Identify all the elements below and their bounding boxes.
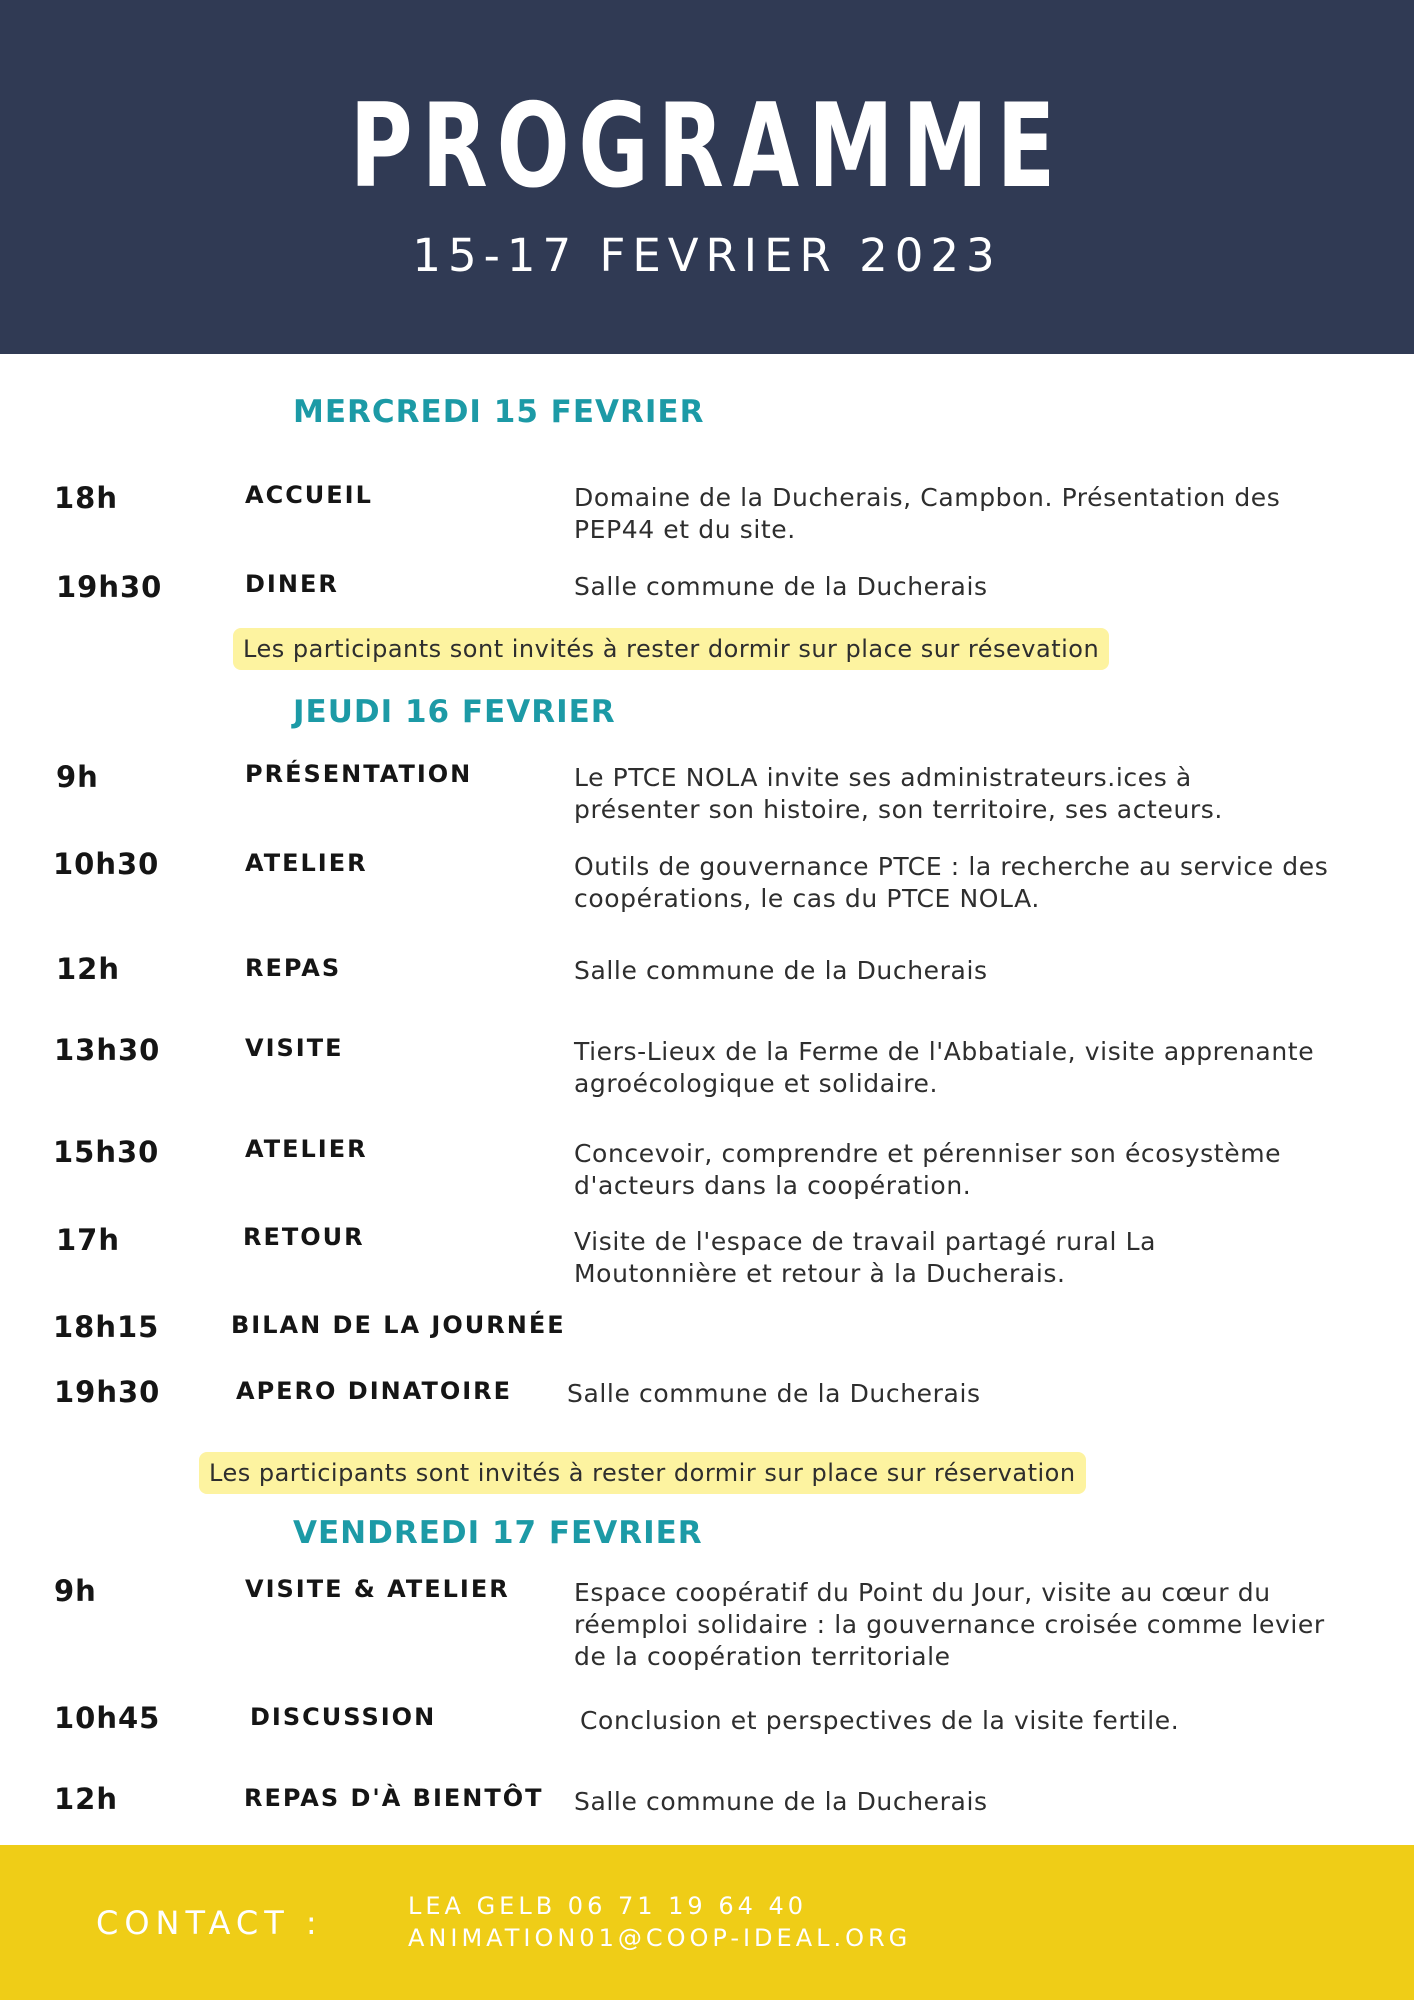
event-time: 13h30: [54, 1033, 161, 1067]
event-time: 12h: [54, 1782, 119, 1816]
contact-label: CONTACT :: [96, 1904, 323, 1942]
event-activity: APERO DINATOIRE: [236, 1377, 513, 1405]
event-activity: PRÉSENTATION: [245, 760, 473, 788]
event-activity: DINER: [245, 570, 339, 598]
event-time: 15h30: [53, 1135, 160, 1169]
contact-name-phone: LEA GELB 06 71 19 64 40: [408, 1892, 808, 1920]
event-activity: ATELIER: [245, 849, 368, 877]
event-time: 10h30: [53, 847, 160, 881]
event-time: 9h: [56, 760, 99, 794]
event-description: Outils de gouvernance PTCE : la recherche au service des coopérations, le cas du PTCE NOLA.: [574, 852, 1329, 913]
event-time: 17h: [56, 1223, 121, 1257]
contact-email: ANIMATION01@COOP-IDEAL.ORG: [408, 1924, 912, 1952]
event-activity: ATELIER: [245, 1135, 368, 1163]
event-time: 9h: [54, 1574, 97, 1608]
event-description: Le PTCE NOLA invite ses administrateurs.ices à présenter son histoire, son territoire, ses acteurs.: [574, 763, 1223, 824]
event-time: 10h45: [54, 1701, 161, 1735]
event-time: 12h: [56, 952, 121, 986]
event-activity: BILAN DE LA JOURNÉE: [231, 1311, 566, 1339]
event-description: Conclusion et perspectives de la visite fertile.: [580, 1706, 1180, 1735]
event-description: Salle commune de la Ducherais: [574, 572, 988, 601]
accommodation-note: Les participants sont invités à rester dormir sur place sur résevation: [233, 628, 1109, 670]
event-description: Salle commune de la Ducherais: [567, 1379, 981, 1408]
event-time: 18h15: [53, 1310, 160, 1344]
event-description: Concevoir, comprendre et pérenniser son écosystème d'acteurs dans la coopération.: [574, 1139, 1282, 1200]
event-activity: REPAS: [245, 954, 342, 982]
event-description: Salle commune de la Ducherais: [574, 956, 988, 985]
event-activity: VISITE: [245, 1034, 344, 1062]
event-description: Salle commune de la Ducherais: [574, 1787, 988, 1816]
event-description: Visite de l'espace de travail partagé rural La Moutonnière et retour à la Ducherais.: [574, 1227, 1157, 1288]
event-time: 19h30: [54, 1375, 161, 1409]
event-time: 18h: [54, 481, 119, 515]
event-dates: 15-17 FEVRIER 2023: [412, 229, 1002, 282]
event-time: 19h30: [56, 570, 163, 604]
event-description: Tiers-Lieux de la Ferme de l'Abbatiale, visite apprenante agroécologique et solidaire.: [574, 1037, 1315, 1098]
event-activity: DISCUSSION: [250, 1703, 437, 1731]
event-activity: VISITE & ATELIER: [245, 1575, 510, 1603]
event-description: Domaine de la Ducherais, Campbon. Présentation des PEP44 et du site.: [574, 483, 1281, 544]
event-description: Espace coopératif du Point du Jour, visite au cœur du réemploi solidaire : la gouvernance croisée comme levier de la coopération territoriale: [574, 1578, 1325, 1671]
event-activity: RETOUR: [243, 1223, 365, 1251]
accommodation-note: Les participants sont invités à rester dormir sur place sur réservation: [199, 1452, 1086, 1494]
event-activity: ACCUEIL: [245, 481, 373, 509]
event-activity: REPAS D'À BIENTÔT: [244, 1784, 544, 1812]
page-title: PROGRAMME: [349, 79, 1065, 214]
day-heading-thursday: JEUDI 16 FEVRIER: [293, 694, 616, 730]
day-heading-friday: VENDREDI 17 FEVRIER: [293, 1515, 703, 1551]
day-heading-wednesday: MERCREDI 15 FEVRIER: [293, 394, 705, 430]
